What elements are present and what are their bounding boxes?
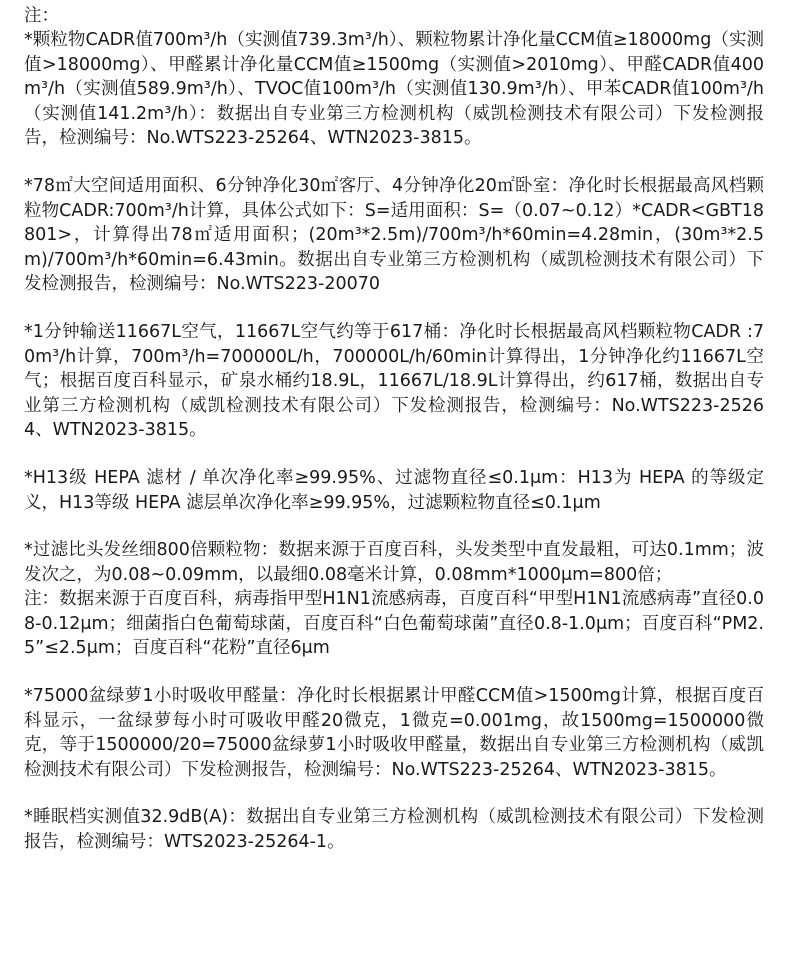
note-air-delivery: *1分钟输送11667L空气，11667L空气约等于617桶：净化时长根据最高风档颗粒物CADR :70m³/h计算，700m³/h=700000L/h，700000L/h/60min计算得出，1分钟净化约11667L空气；根据百度百科显示，矿泉水桶约18.9L，11667L/18.9L计算得出，约617桶，数据出自专业第三方检测机构（威凯检测技术有限公司）下发检测报告，检测编号：No.WTS223-25264、WTN2023-3815。 [24,321,764,441]
note-hair-comparison: *过滤比头发丝细800倍颗粒物：数据来源于百度百科，头发类型中直发最粗，可达0.1mm；波发次之，为0.08~0.09mm，以最细0.08毫米计算，0.08mm*1000μm=800倍； 注：数据来源于百度百科，病毒指甲型H1N1流感病毒，百度百科“甲型H1N1流感病毒”直径0.08-0.12μm；细菌指白色葡萄球菌，百度百科“白色葡萄球菌”直径0.8-1.0μm；百度百科“PM2.5”≤2.5μm；百度百科“花粉”直径6μm [24,540,764,659]
paragraph-spacer [24,297,764,320]
notes-heading: 注： [24,6,59,26]
note-applicable-area: *78㎡大空间适用面积、6分钟净化30㎡客厅、4分钟净化20㎡卧室：净化时长根据最高风档颗粒物CADR:700m³/h计算，具体公式如下：S=适用面积：S=（0.07~0.12）*CADR<GBT18801>，计算得出78㎡适用面积；(20m³*2.5m)/700m³/h*60min=4.28min，(30m³*2.5m)/700m³/h*60min=6.43min。数据出自专业第三方检测机构（威凯检测技术有限公司）下发检测报告，检测编号：No.WTS223-20070 [24,175,764,295]
paragraph-spacer [24,443,764,466]
note-cadr-ccm: *颗粒物CADR值700m³/h（实测值739.3m³/h）、颗粒物累计净化量CCM值≥18000mg（实测值>18000mg）、甲醛累计净化量CCM值≥1500mg（实测值>2010mg）、甲醛CADR值400m³/h（实测值589.9m³/h）、TVOC值100m³/h（实测值130.9m³/h）、甲苯CADR值100m³/h（实测值141.2m³/h）：数据出自专业第三方检测机构（威凯检测技术有限公司）下发检测报告，检测编号：No.WTS223-25264、WTN2023-3815。 [24,30,764,149]
note-pothos-formaldehyde: *75000盆绿萝1小时吸收甲醛量：净化时长根据累计甲醛CCM值>1500mg计算，根据百度百科显示，一盆绿萝每小时可吸收甲醛20微克，1微克=0.001mg，故1500mg=1500000微克，等于1500000/20=75000盆绿萝1小时吸收甲醛量，数据出自专业第三方检测机构（威凯检测技术有限公司）下发检测报告，检测编号：No.WTS223-25264、WTN2023-3815。 [24,686,764,780]
note-hepa-filter: *H13级 HEPA 滤材 / 单次净化率≥99.95%、过滤物直径≤0.1μm：H13为 HEPA 的等级定义，H13等级 HEPA 滤层单次净化率≥99.95%，过滤颗粒物直径≤0.1μm [24,467,764,513]
paragraph-spacer [24,782,764,805]
paragraph-spacer [24,515,764,538]
paragraph-spacer [24,661,764,684]
disclaimer-notes [24,4,764,855]
note-sleep-noise: *睡眠档实测值32.9dB(A)：数据出自专业第三方检测机构（威凯检测技术有限公司）下发检测报告，检测编号：WTS2023-25264-1。 [24,807,764,853]
paragraph-spacer [24,151,764,174]
